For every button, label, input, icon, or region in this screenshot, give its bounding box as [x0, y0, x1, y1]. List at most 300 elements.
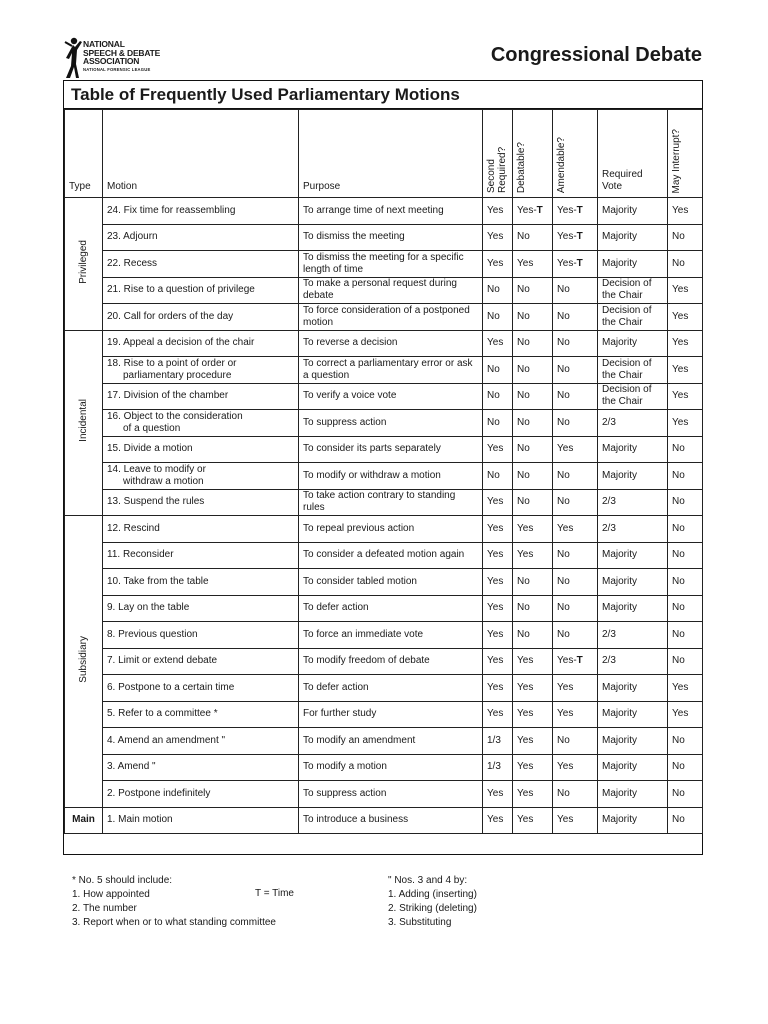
- time-marker: T: [576, 204, 583, 216]
- interrupt-cell: Yes: [668, 357, 703, 384]
- motion-cell: [103, 489, 299, 516]
- motion-cell: [103, 569, 299, 596]
- purpose-cell: To take action contrary to standing rules: [299, 489, 483, 516]
- purpose-cell: To defer action: [299, 675, 483, 702]
- amendable-value: No: [557, 310, 570, 322]
- debatable-cell: [513, 595, 553, 622]
- motion-cell: [103, 595, 299, 622]
- footnote-committee: [72, 874, 332, 930]
- motion-name: 19. Appeal a decision of the chair: [107, 337, 255, 349]
- purpose-cell: To modify a motion: [299, 754, 483, 781]
- amendable-cell: [553, 754, 598, 781]
- amendable-cell: [553, 224, 598, 251]
- amendable-value: Yes: [557, 708, 574, 720]
- second-cell: 1/3: [483, 728, 513, 755]
- col-header-vote: [598, 110, 668, 198]
- amendable-cell: [553, 622, 598, 649]
- second-cell: Yes: [483, 516, 513, 543]
- amendable-cell: [553, 781, 598, 808]
- amendable-value: Yes: [557, 443, 574, 455]
- amendable-cell: [553, 410, 598, 437]
- second-cell: Yes: [483, 436, 513, 463]
- purpose-cell: To modify freedom of debate: [299, 648, 483, 675]
- amendable-cell: [553, 728, 598, 755]
- motion-cell: [103, 224, 299, 251]
- debatable-value: Yes: [517, 708, 534, 720]
- debatable-value: Yes: [517, 734, 534, 746]
- amendable-value: No: [557, 628, 570, 640]
- motion-name: 5. Refer to a committee *: [107, 708, 218, 720]
- logo-line: NATIONAL: [83, 39, 125, 49]
- table-row: [65, 357, 703, 384]
- time-marker: T: [576, 655, 583, 667]
- debatable-value: No: [517, 602, 530, 614]
- debatable-cell: [513, 516, 553, 543]
- motion-cell: [103, 277, 299, 304]
- motion-name-cont: of a question: [123, 422, 181, 434]
- amendable-value: No: [557, 390, 570, 402]
- amendable-value: Yes: [557, 522, 574, 534]
- motion-name: 16. Object to the consideration: [107, 410, 243, 422]
- debatable-cell: [513, 489, 553, 516]
- amendable-value: No: [557, 734, 570, 746]
- amendable-cell: [553, 675, 598, 702]
- motion-name: 11. Reconsider: [107, 549, 174, 561]
- motion-name: 9. Lay on the table: [107, 602, 190, 614]
- purpose-cell: To reverse a decision: [299, 330, 483, 357]
- interrupt-cell: No: [668, 622, 703, 649]
- footnote-line: * No. 5 should include:: [72, 875, 173, 886]
- motion-cell: [103, 807, 299, 834]
- second-cell: No: [483, 410, 513, 437]
- motion-name: 24. Fix time for reassembling: [107, 204, 236, 216]
- footnote-line: 1. Adding (inserting): [388, 889, 477, 900]
- table-row: [65, 383, 703, 410]
- interrupt-cell: No: [668, 542, 703, 569]
- col-header-vote-line: Vote: [602, 181, 623, 192]
- motion-name: 10. Take from the table: [107, 575, 209, 587]
- motions-table: [64, 109, 703, 834]
- purpose-cell: To verify a voice vote: [299, 383, 483, 410]
- motion-name: 13. Suspend the rules: [107, 496, 205, 508]
- motion-name: 23. Adjourn: [107, 231, 158, 243]
- table-row: [65, 781, 703, 808]
- motion-cell: [103, 542, 299, 569]
- footnote-line: 2. The number: [72, 903, 137, 914]
- second-cell: Yes: [483, 569, 513, 596]
- amendable-cell: [553, 542, 598, 569]
- motion-name-cont: withdraw a motion: [123, 475, 204, 487]
- motion-name: 4. Amend an amendment ": [107, 734, 226, 746]
- page-header: [60, 34, 702, 78]
- debatable-cell: [513, 781, 553, 808]
- debatable-value: Yes: [517, 522, 534, 534]
- interrupt-cell: Yes: [668, 675, 703, 702]
- table-row: [65, 410, 703, 437]
- table-row: [65, 728, 703, 755]
- footnote-line: " Nos. 3 and 4 by:: [388, 875, 468, 886]
- motion-cell: [103, 622, 299, 649]
- amendable-value: No: [557, 337, 570, 349]
- col-header-type: Type: [65, 110, 103, 198]
- debatable-cell: [513, 754, 553, 781]
- purpose-cell: To force consideration of a postponed motion: [299, 304, 483, 331]
- interrupt-cell: Yes: [668, 410, 703, 437]
- table-row: [65, 675, 703, 702]
- amendable-value: No: [557, 496, 570, 508]
- vote-cell: 2/3: [598, 622, 668, 649]
- motion-cell: [103, 675, 299, 702]
- amendable-value: No: [557, 575, 570, 587]
- interrupt-cell: Yes: [668, 383, 703, 410]
- vote-cell: Majority: [598, 224, 668, 251]
- interrupt-cell: No: [668, 595, 703, 622]
- motion-cell: [103, 648, 299, 675]
- second-cell: Yes: [483, 198, 513, 225]
- purpose-cell: To suppress action: [299, 781, 483, 808]
- time-marker: T: [536, 204, 543, 216]
- footnote-line: 3. Report when or to what standing committee: [72, 917, 276, 928]
- purpose-cell: To modify an amendment: [299, 728, 483, 755]
- table-row: [65, 754, 703, 781]
- vote-cell: Majority: [598, 436, 668, 463]
- second-cell: 1/3: [483, 754, 513, 781]
- amendable-value: No: [557, 284, 570, 296]
- table-row: [65, 569, 703, 596]
- second-cell: No: [483, 357, 513, 384]
- vote-cell: 2/3: [598, 410, 668, 437]
- motion-cell: [103, 701, 299, 728]
- motion-type-label: Privileged: [77, 239, 89, 284]
- motion-type-cell: [65, 516, 103, 808]
- debatable-cell: [513, 648, 553, 675]
- table-row: [65, 224, 703, 251]
- amendable-value: Yes: [557, 761, 574, 773]
- vote-cell: Majority: [598, 701, 668, 728]
- debatable-value: Yes: [517, 257, 534, 269]
- motion-name: 7. Limit or extend debate: [107, 655, 218, 667]
- table-row: [65, 198, 703, 225]
- debatable-cell: [513, 436, 553, 463]
- second-cell: No: [483, 383, 513, 410]
- vote-cell: Majority: [598, 675, 668, 702]
- table-row: [65, 542, 703, 569]
- debatable-cell: [513, 330, 553, 357]
- interrupt-cell: No: [668, 781, 703, 808]
- amendable-value: Yes: [557, 681, 574, 693]
- table-row: [65, 807, 703, 834]
- debatable-cell: [513, 622, 553, 649]
- debatable-value: Yes: [517, 761, 534, 773]
- motion-cell: [103, 251, 299, 278]
- vote-cell: Majority: [598, 781, 668, 808]
- col-header-motion: Motion: [103, 110, 299, 198]
- debatable-value: Yes: [517, 681, 534, 693]
- purpose-cell: To dismiss the meeting: [299, 224, 483, 251]
- debatable-cell: [513, 224, 553, 251]
- vote-cell: Majority: [598, 463, 668, 490]
- debatable-cell: [513, 304, 553, 331]
- purpose-cell: To force an immediate vote: [299, 622, 483, 649]
- table-row: [65, 516, 703, 543]
- debatable-value: Yes-: [517, 204, 537, 216]
- logo-wordmark: [83, 40, 160, 66]
- interrupt-cell: No: [668, 516, 703, 543]
- table-row: [65, 489, 703, 516]
- amendable-cell: [553, 595, 598, 622]
- motion-cell: [103, 357, 299, 384]
- table-row: [65, 304, 703, 331]
- table-row: [65, 463, 703, 490]
- footnote-line: 2. Striking (deleting): [388, 903, 477, 914]
- amendable-cell: [553, 198, 598, 225]
- motion-name: 1. Main motion: [107, 814, 173, 826]
- motion-name: 14. Leave to modify or: [107, 463, 206, 475]
- motion-type-label: Incidental: [77, 399, 89, 443]
- interrupt-cell: No: [668, 648, 703, 675]
- motion-cell: [103, 330, 299, 357]
- logo-line: SPEECH & DEBATE: [83, 47, 161, 58]
- debatable-value: No: [517, 310, 530, 322]
- vote-cell: Majority: [598, 251, 668, 278]
- motion-name: 18. Rise to a point of order or: [107, 357, 237, 369]
- amendable-value: Yes-: [557, 204, 577, 216]
- interrupt-cell: Yes: [668, 304, 703, 331]
- second-cell: Yes: [483, 622, 513, 649]
- motion-cell: [103, 516, 299, 543]
- vote-cell: 2/3: [598, 648, 668, 675]
- amendable-cell: [553, 569, 598, 596]
- vote-cell: Majority: [598, 807, 668, 834]
- debatable-cell: [513, 383, 553, 410]
- vote-cell: Majority: [598, 569, 668, 596]
- amendable-cell: [553, 516, 598, 543]
- col-header-amendable: Amendable?: [553, 110, 598, 198]
- second-cell: No: [483, 277, 513, 304]
- amendable-cell: [553, 383, 598, 410]
- amendable-value: No: [557, 549, 570, 561]
- amendable-value: Yes-: [557, 257, 577, 269]
- table-row: [65, 277, 703, 304]
- second-cell: Yes: [483, 224, 513, 251]
- table-row: [65, 251, 703, 278]
- purpose-cell: To correct a parliamentary error or ask a question: [299, 357, 483, 384]
- motion-name: 12. Rescind: [107, 522, 160, 534]
- motion-name: 3. Amend ": [107, 761, 156, 773]
- debatable-value: No: [517, 231, 530, 243]
- purpose-cell: To suppress action: [299, 410, 483, 437]
- amendable-cell: [553, 436, 598, 463]
- vote-cell: Majority: [598, 595, 668, 622]
- col-header-debatable: Debatable?: [513, 110, 553, 198]
- debatable-cell: [513, 357, 553, 384]
- time-marker: T: [576, 231, 583, 243]
- footnote-line: 1. How appointed: [72, 889, 150, 900]
- table-row: [65, 701, 703, 728]
- vote-cell: Decision of the Chair: [598, 357, 668, 384]
- purpose-cell: For further study: [299, 701, 483, 728]
- interrupt-cell: No: [668, 463, 703, 490]
- col-header-second: Second Required?: [483, 110, 513, 198]
- vote-cell: Majority: [598, 198, 668, 225]
- footnote-amend: [388, 874, 588, 930]
- purpose-cell: To modify or withdraw a motion: [299, 463, 483, 490]
- motion-type-label: Subsidiary: [77, 635, 89, 683]
- debatable-value: No: [517, 469, 530, 481]
- vote-cell: Majority: [598, 542, 668, 569]
- second-cell: Yes: [483, 781, 513, 808]
- amendable-cell: [553, 489, 598, 516]
- amendable-cell: [553, 357, 598, 384]
- amendable-value: Yes-: [557, 231, 577, 243]
- debatable-cell: [513, 542, 553, 569]
- nsda-logo: [60, 36, 180, 80]
- table-title: Table of Frequently Used Parliamentary Motions: [64, 81, 702, 109]
- amendable-value: Yes: [557, 814, 574, 826]
- table-row: [65, 595, 703, 622]
- amendable-cell: [553, 648, 598, 675]
- interrupt-cell: No: [668, 224, 703, 251]
- interrupt-cell: Yes: [668, 330, 703, 357]
- debatable-value: No: [517, 363, 530, 375]
- purpose-cell: To arrange time of next meeting: [299, 198, 483, 225]
- motion-name: 20. Call for orders of the day: [107, 310, 234, 322]
- motion-name: 6. Postpone to a certain time: [107, 681, 235, 693]
- debatable-value: Yes: [517, 549, 534, 561]
- amendable-value: Yes-: [557, 655, 577, 667]
- debatable-value: Yes: [517, 787, 534, 799]
- debatable-value: No: [517, 284, 530, 296]
- debatable-cell: [513, 277, 553, 304]
- speaker-figure-icon: [60, 36, 84, 80]
- second-cell: Yes: [483, 807, 513, 834]
- vote-cell: 2/3: [598, 516, 668, 543]
- debatable-value: Yes: [517, 814, 534, 826]
- interrupt-cell: No: [668, 436, 703, 463]
- second-cell: No: [483, 463, 513, 490]
- interrupt-cell: No: [668, 728, 703, 755]
- amendable-value: No: [557, 469, 570, 481]
- purpose-cell: To introduce a business: [299, 807, 483, 834]
- second-cell: Yes: [483, 330, 513, 357]
- motion-cell: [103, 463, 299, 490]
- amendable-value: No: [557, 602, 570, 614]
- debatable-cell: [513, 675, 553, 702]
- debatable-value: Yes: [517, 655, 534, 667]
- second-cell: Yes: [483, 542, 513, 569]
- motion-cell: [103, 410, 299, 437]
- interrupt-cell: No: [668, 251, 703, 278]
- amendable-value: No: [557, 416, 570, 428]
- debatable-cell: [513, 701, 553, 728]
- amendable-cell: [553, 463, 598, 490]
- motion-type-cell: [65, 807, 103, 834]
- amendable-value: No: [557, 363, 570, 375]
- motion-type-label: Main: [72, 814, 95, 826]
- document-title: Congressional Debate: [490, 44, 702, 66]
- purpose-cell: To consider a defeated motion again: [299, 542, 483, 569]
- debatable-cell: [513, 198, 553, 225]
- debatable-cell: [513, 251, 553, 278]
- motion-name-cont: parliamentary procedure: [123, 369, 232, 381]
- motion-cell: [103, 781, 299, 808]
- purpose-cell: To make a personal request during debate: [299, 277, 483, 304]
- debatable-cell: [513, 463, 553, 490]
- time-marker: T: [576, 257, 583, 269]
- table-row: [65, 436, 703, 463]
- motions-table-frame: [63, 80, 703, 855]
- table-row: [65, 330, 703, 357]
- amendable-cell: [553, 330, 598, 357]
- motion-name: 2. Postpone indefinitely: [107, 787, 211, 799]
- amendable-cell: [553, 251, 598, 278]
- vote-cell: Decision of the Chair: [598, 304, 668, 331]
- debatable-cell: [513, 807, 553, 834]
- vote-cell: 2/3: [598, 489, 668, 516]
- vote-cell: Decision of the Chair: [598, 383, 668, 410]
- debatable-cell: [513, 410, 553, 437]
- debatable-value: No: [517, 496, 530, 508]
- motion-name: 22. Recess: [107, 257, 158, 269]
- second-cell: No: [483, 304, 513, 331]
- amendable-cell: [553, 807, 598, 834]
- amendable-cell: [553, 304, 598, 331]
- interrupt-cell: Yes: [668, 277, 703, 304]
- motion-cell: [103, 436, 299, 463]
- vote-cell: Decision of the Chair: [598, 277, 668, 304]
- debatable-value: No: [517, 575, 530, 587]
- motion-type-cell: [65, 330, 103, 516]
- debatable-value: No: [517, 337, 530, 349]
- purpose-cell: To consider tabled motion: [299, 569, 483, 596]
- interrupt-cell: No: [668, 754, 703, 781]
- amendable-cell: [553, 701, 598, 728]
- debatable-cell: [513, 569, 553, 596]
- motion-cell: [103, 304, 299, 331]
- motion-cell: [103, 383, 299, 410]
- footnote-line: 3. Substituting: [388, 917, 452, 928]
- purpose-cell: To dismiss the meeting for a specific length of time: [299, 251, 483, 278]
- interrupt-cell: No: [668, 569, 703, 596]
- motion-name: 17. Division of the chamber: [107, 390, 229, 402]
- second-cell: Yes: [483, 595, 513, 622]
- debatable-value: No: [517, 390, 530, 402]
- interrupt-cell: No: [668, 489, 703, 516]
- debatable-cell: [513, 728, 553, 755]
- amendable-cell: [553, 277, 598, 304]
- interrupt-cell: Yes: [668, 198, 703, 225]
- motion-cell: [103, 198, 299, 225]
- purpose-cell: To repeal previous action: [299, 516, 483, 543]
- vote-cell: Majority: [598, 728, 668, 755]
- motion-type-cell: [65, 198, 103, 331]
- second-cell: Yes: [483, 648, 513, 675]
- col-header-vote-line: Required: [602, 169, 643, 180]
- second-cell: Yes: [483, 701, 513, 728]
- debatable-value: No: [517, 628, 530, 640]
- logo-subtitle: NATIONAL FORENSIC LEAGUE: [83, 67, 151, 72]
- second-cell: Yes: [483, 675, 513, 702]
- table-header-row: [65, 110, 703, 198]
- motion-name: 15. Divide a motion: [107, 443, 193, 455]
- interrupt-cell: No: [668, 807, 703, 834]
- vote-cell: Majority: [598, 330, 668, 357]
- time-legend: T = Time: [255, 888, 294, 899]
- table-row: [65, 648, 703, 675]
- col-header-interrupt: May Interrupt?: [668, 110, 703, 198]
- debatable-value: No: [517, 443, 530, 455]
- motion-cell: [103, 754, 299, 781]
